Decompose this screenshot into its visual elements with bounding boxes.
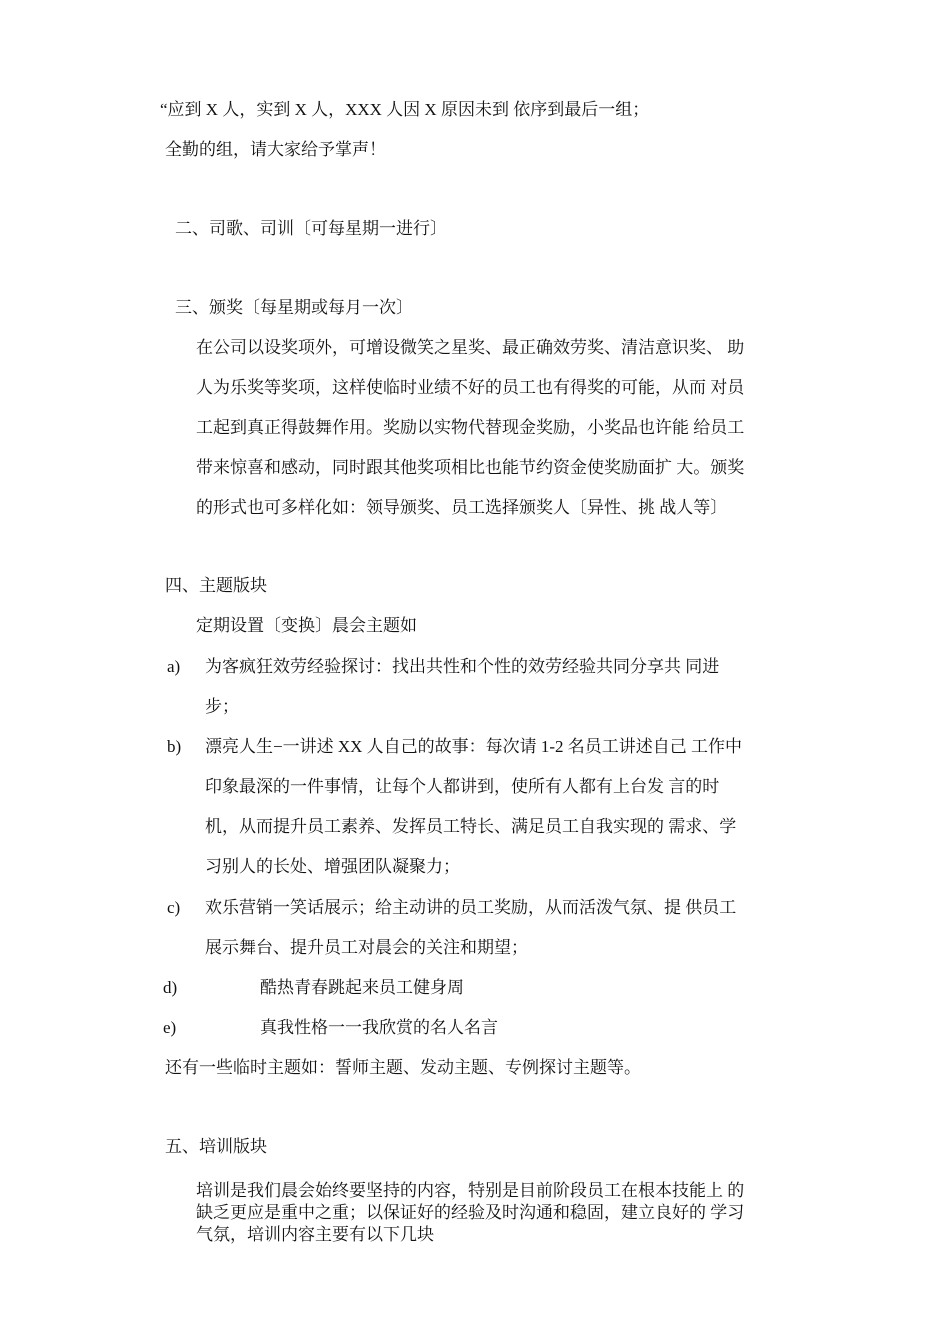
paragraph-line: 带来惊喜和感动，同时跟其他奖项相比也能节约资金使奖励面扩 大。颁奖 [196, 458, 745, 477]
list-item-line: 印象最深的一件事情，让每个人都讲到，使所有人都有上台发 言的时 [205, 777, 720, 796]
list-item-line: 酷热青春跳起来员工健身周 [260, 978, 464, 997]
list-item-line: 步； [205, 697, 239, 716]
section-4-closing: 还有一些临时主题如：誓师主题、发动主题、专例探讨主题等。 [165, 1058, 641, 1077]
paragraph-line: 气氛，培训内容主要有以下几块 [196, 1225, 434, 1244]
attendance-line-1: “应到 X 人，实到 X 人，XXX 人因 X 原因未到 依序到最后一组； [160, 100, 650, 119]
section-2-heading: 二、司歌、司训〔可每星期一进行〕 [175, 219, 447, 238]
section-3-paragraph [196, 328, 744, 528]
paragraph-line: 人为乐奖等奖项，这样使临时业绩不好的员工也有得奖的可能，从而 对员 [196, 378, 745, 397]
paragraph-line: 在公司以设奖项外，可增设微笑之星奖、最正确效劳奖、清洁意识奖、 助 [196, 338, 745, 357]
list-item-e [260, 1008, 498, 1048]
paragraph-line: 缺乏更应是重中之重；以保证好的经验及时沟通和稳固，建立良好的 学习 [196, 1203, 745, 1222]
section-4-intro: 定期设置〔变换〕晨会主题如 [196, 616, 417, 635]
list-marker-c: c) [167, 898, 181, 917]
list-marker-b: b) [167, 737, 182, 756]
section-3-heading: 三、颁奖〔每星期或每月一次〕 [175, 298, 413, 317]
paragraph-line: 的形式也可多样化如：领导颁奖、员工选择颁奖人〔异性、挑 战人等〕 [196, 498, 728, 517]
paragraph-line: 培训是我们晨会始终要坚持的内容，特别是目前阶段员工在根本技能上 的 [196, 1181, 745, 1200]
list-item-line: 欢乐营销一笑话展示；给主动讲的员工奖励，从而活泼气氛、提 供员工 [205, 898, 737, 917]
list-item-line: 漂亮人生−一讲述 XX 人自己的故事：每次请 1-2 名员工讲述自己 工作中 [205, 737, 743, 756]
list-item-line: 真我性格一一我欣赏的名人名言 [260, 1018, 498, 1037]
list-item-line: 机，从而提升员工素养、发挥员工特长、满足员工自我实现的 需求、学 [205, 817, 737, 836]
list-item-line: 习别人的长处、增强团队凝聚力； [205, 857, 460, 876]
section-5-heading: 五、培训版块 [165, 1137, 267, 1156]
list-item-d [260, 968, 464, 1008]
list-marker-a: a) [167, 657, 181, 676]
section-4-heading: 四、主题版块 [165, 576, 267, 595]
list-item-b [205, 727, 742, 887]
list-item-a [205, 647, 719, 727]
attendance-line-2: 全勤的组，请大家给予掌声！ [165, 140, 386, 159]
list-item-c [205, 888, 736, 968]
list-marker-d: d) [163, 978, 178, 997]
list-item-line: 展示舞台、提升员工对晨会的关注和期望； [205, 938, 528, 957]
section-5-paragraph [196, 1180, 744, 1246]
list-marker-e: e) [163, 1018, 177, 1037]
list-item-line: 为客疯狂效劳经验探讨：找出共性和个性的效劳经验共同分享共 同进 [205, 657, 720, 676]
paragraph-line: 工起到真正得鼓舞作用。奖励以实物代替现金奖励，小奖品也许能 给员工 [196, 418, 745, 437]
